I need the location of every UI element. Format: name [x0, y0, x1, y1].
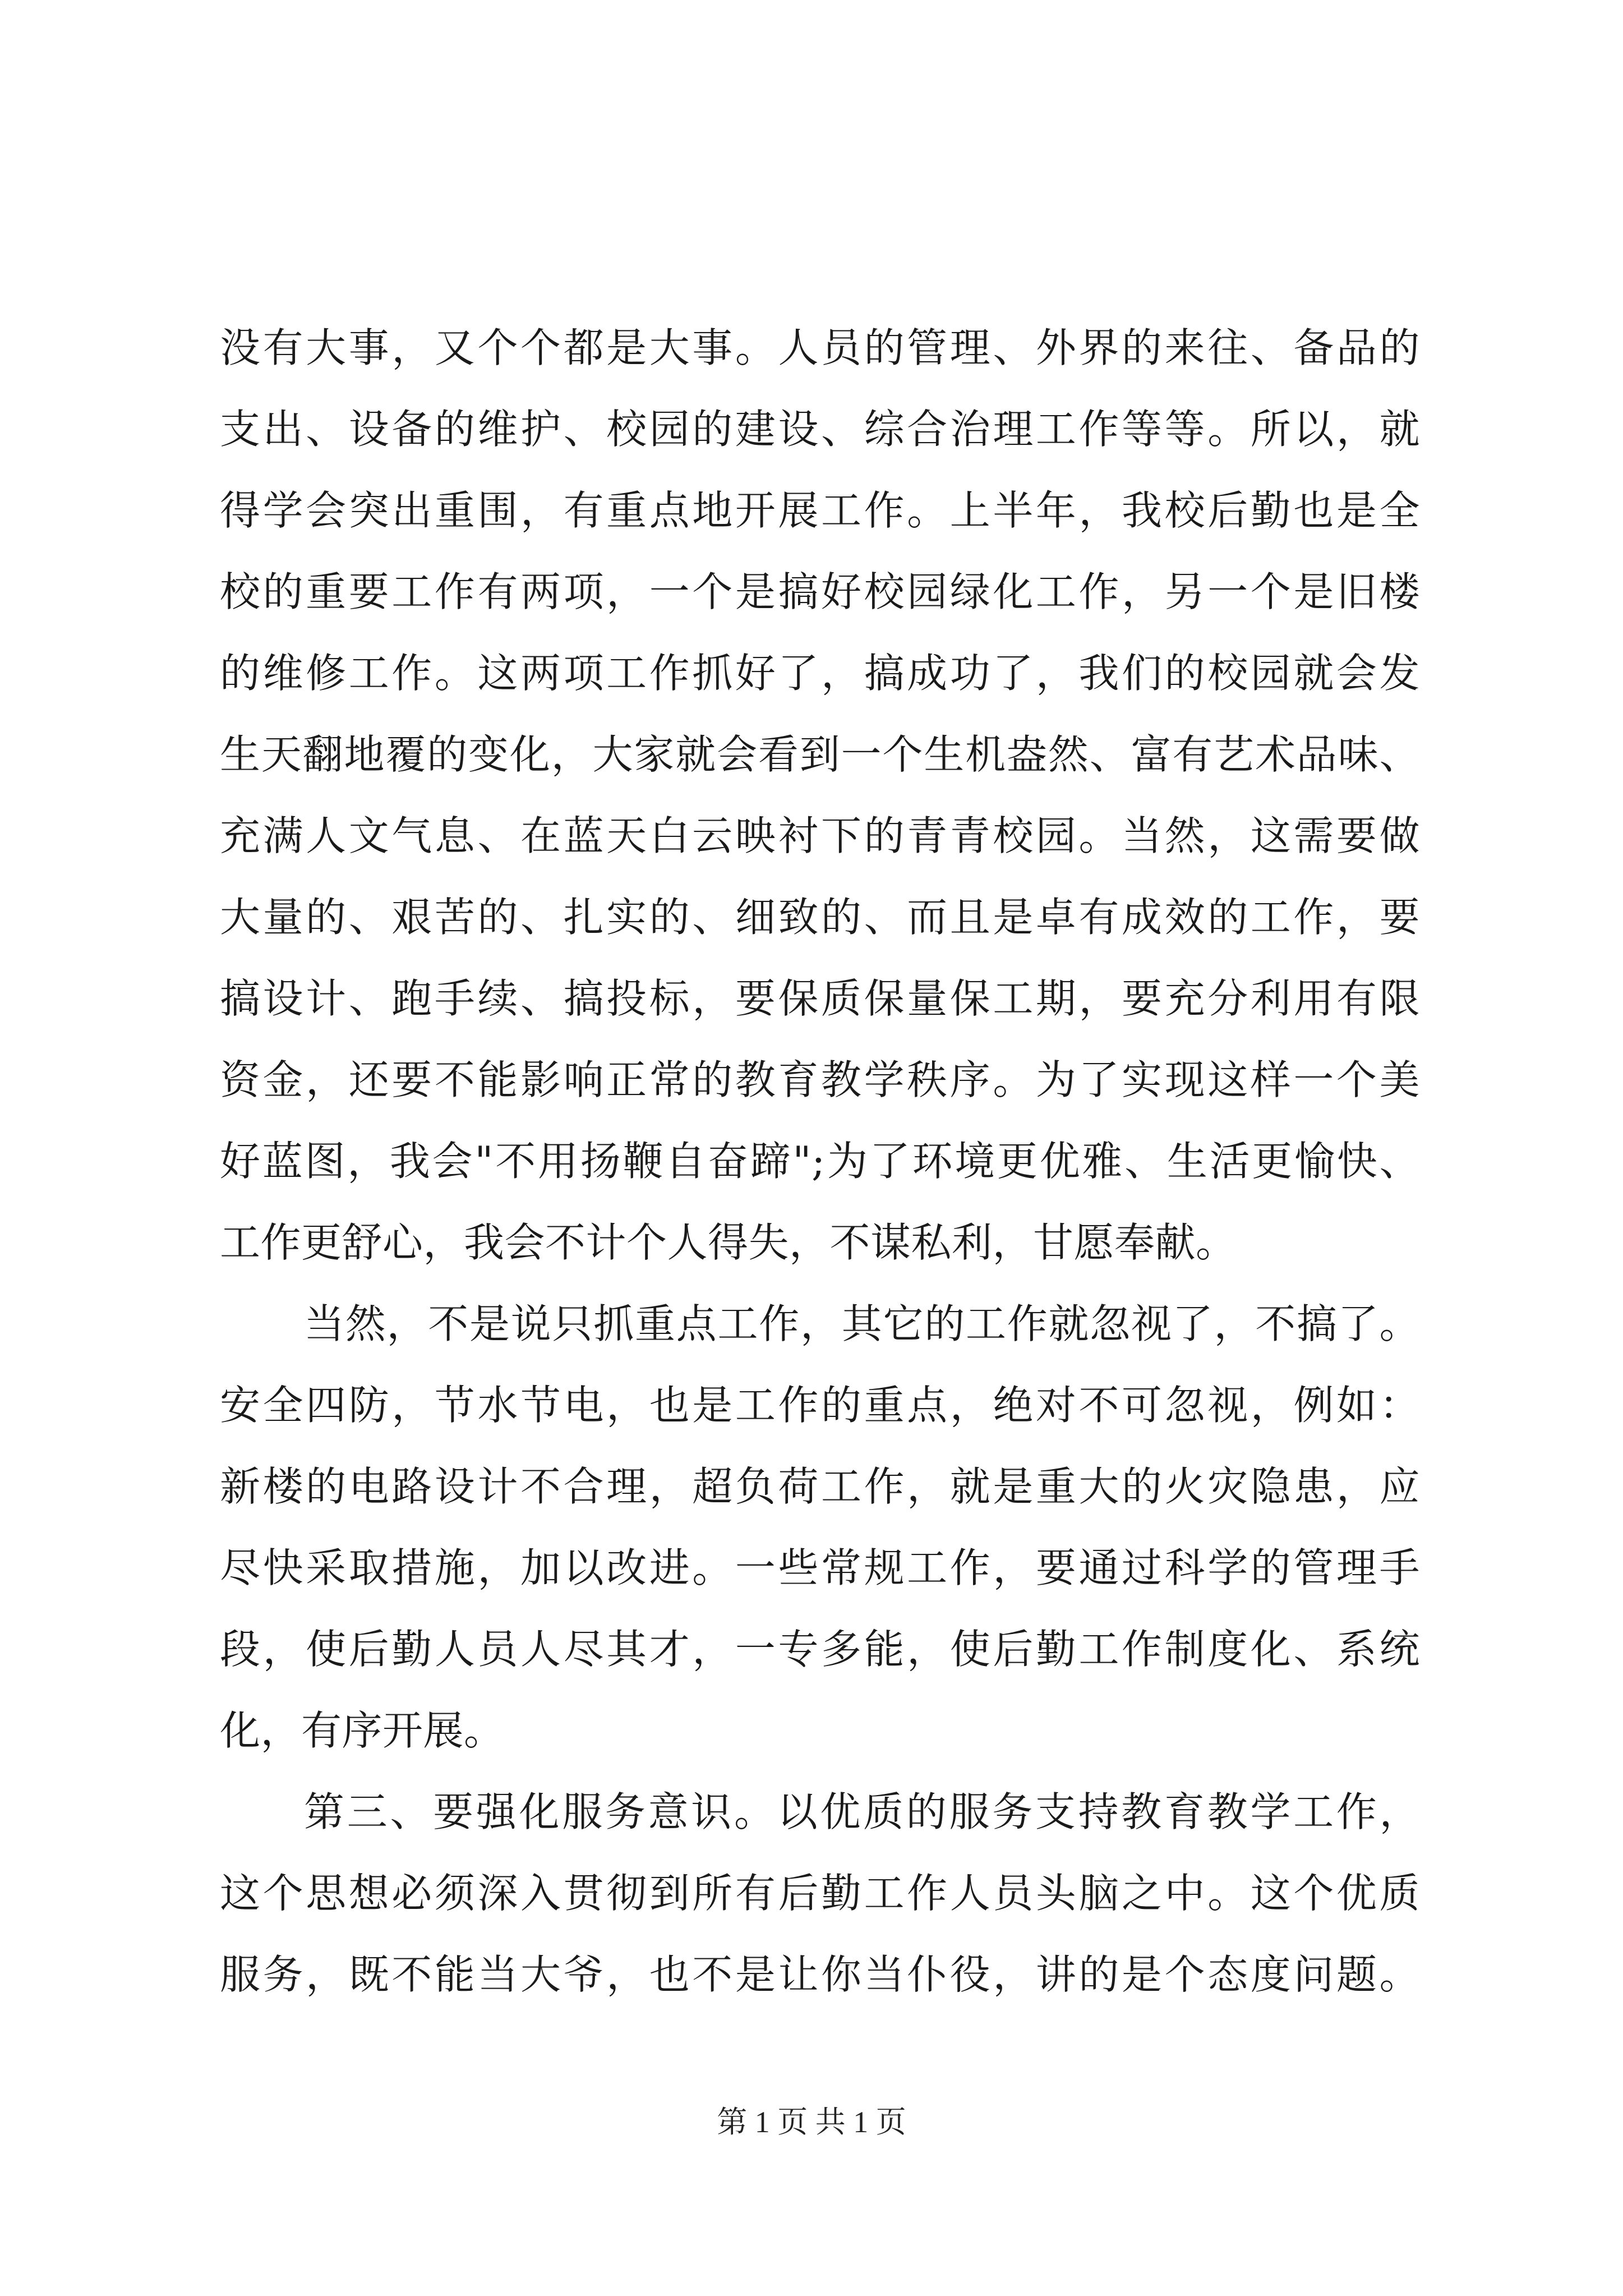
text-line: 大量的、艰苦的、扎实的、细致的、而且是卓有成效的工作，要 [220, 894, 1420, 941]
text-line: 没有大事，又个个都是大事。人员的管理、外界的来往、备品的 [220, 324, 1420, 371]
text-line: 工作更舒心，我会不计个人得失，不谋私利，甘愿奉献。 [220, 1219, 1237, 1266]
text-line: 化，有序开展。 [220, 1707, 505, 1754]
page-footer [0, 2098, 1623, 2141]
text-line: 好蓝图，我会"不用扬鞭自奋蹄";为了环境更优雅、生活更愉快、 [220, 1138, 1420, 1185]
text-line: 搞设计、跑手续、搞投标，要保质保量保工期，要充分利用有限 [220, 975, 1420, 1022]
text-line: 服务，既不能当大爷，也不是让你当仆役，讲的是个态度问题。 [220, 1951, 1420, 1998]
document-body [220, 307, 1420, 2016]
page-number-label: 第 1 页 共 1 页 [717, 2105, 906, 2139]
text-line: 生天翻地覆的变化，大家就会看到一个生机盎然、富有艺术品味、 [220, 731, 1420, 778]
text-line: 的维修工作。这两项工作抓好了，搞成功了，我们的校园就会发 [220, 650, 1420, 697]
text-line: 资金，还要不能影响正常的教育教学秩序。为了实现这样一个美 [220, 1056, 1420, 1103]
paragraph-first-line: 第三、要强化服务意识。以优质的服务支持教育教学工作， [304, 1788, 1420, 1835]
text-line: 新楼的电路设计不合理，超负荷工作，就是重大的火灾隐患，应 [220, 1463, 1420, 1510]
text-line: 这个思想必须深入贯彻到所有后勤工作人员头脑之中。这个优质 [220, 1870, 1420, 1917]
text-line: 得学会突出重围，有重点地开展工作。上半年，我校后勤也是全 [220, 487, 1420, 534]
text-line: 安全四防，节水节电，也是工作的重点，绝对不可忽视，例如： [220, 1382, 1420, 1429]
paragraph-first-line: 当然，不是说只抓重点工作，其它的工作就忽视了，不搞了。 [304, 1300, 1420, 1347]
text-line: 尽快采取措施，加以改进。一些常规工作，要通过科学的管理手 [220, 1544, 1420, 1591]
text-line: 充满人文气息、在蓝天白云映衬下的青青校园。当然，这需要做 [220, 812, 1420, 859]
text-line: 段，使后勤人员人尽其才，一专多能，使后勤工作制度化、系统 [220, 1626, 1420, 1673]
text-line: 支出、设备的维护、校园的建设、综合治理工作等等。所以，就 [220, 406, 1420, 453]
text-line: 校的重要工作有两项，一个是搞好校园绿化工作，另一个是旧楼 [220, 568, 1420, 615]
